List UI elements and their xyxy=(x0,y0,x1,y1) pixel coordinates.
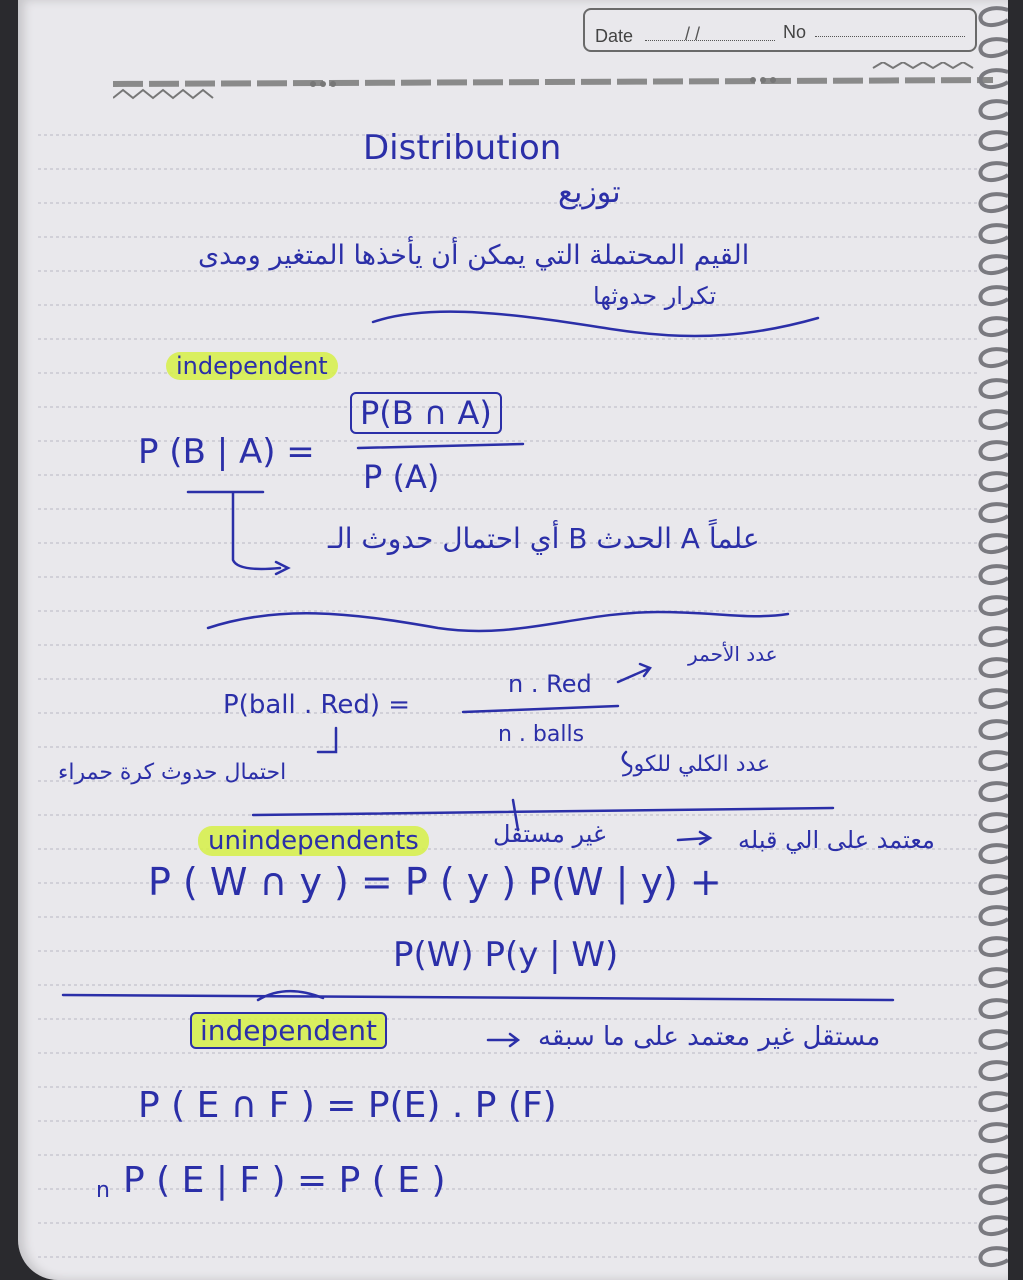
spiral-ring xyxy=(980,473,1008,490)
spiral-ring xyxy=(980,1124,1008,1141)
spiral-ring xyxy=(980,442,1008,459)
heading-independent-1: independent xyxy=(166,352,338,380)
date-label: Date xyxy=(595,26,634,46)
arrow-independent xyxy=(488,1034,518,1046)
spiral-ring xyxy=(980,39,1008,56)
spiral-ring xyxy=(980,225,1008,242)
heading-independent-2: independent xyxy=(190,1012,387,1049)
spiral-ring xyxy=(980,628,1008,645)
spiral-ring xyxy=(980,1062,1008,1079)
conditional-numerator: P(B ∩ A) xyxy=(350,392,502,434)
spiral-ring xyxy=(980,411,1008,428)
independent-note-arabic: مستقل غير معتمد على ما سبقه xyxy=(538,1022,881,1052)
spiral-ring xyxy=(980,814,1008,831)
ball-probability-lhs: P(ball . Red) = xyxy=(223,690,411,720)
title-distribution: Distribution xyxy=(363,128,562,168)
spiral-ring xyxy=(980,752,1008,769)
spiral-ring xyxy=(980,163,1008,180)
heading-unindependent: unindependents xyxy=(198,826,429,856)
definition-arabic-line1: القيم المحتملة التي يمكن أن يأخذها المتغير ومدى xyxy=(198,240,750,271)
bracket-arrow-conditional xyxy=(188,492,280,569)
spiral-ring xyxy=(980,566,1008,583)
spiral-ring xyxy=(980,101,1008,118)
spiral-ring xyxy=(980,721,1008,738)
spiral-ring xyxy=(980,597,1008,614)
conditional-note-arabic: أي احتمال حدوث الـ B الحدث A علماً xyxy=(328,522,760,555)
notebook-page xyxy=(18,0,1008,1280)
definition-arabic-line2: تكرار حدوثها xyxy=(593,282,717,310)
ball-denominator: n . balls xyxy=(498,722,585,747)
total-balls-note: عدد الكلي للكور xyxy=(623,752,771,777)
spiral-ring xyxy=(980,349,1008,366)
arrow-red-note xyxy=(618,664,650,682)
spiral-ring xyxy=(980,504,1008,521)
spiral-ring xyxy=(980,1217,1008,1234)
spiral-ring xyxy=(980,1000,1008,1017)
wavy-divider-1 xyxy=(208,612,788,631)
spiral-ring xyxy=(980,318,1008,335)
spiral-ring xyxy=(980,1093,1008,1110)
arrow-depends xyxy=(678,832,710,844)
depends-arabic: معتمد على الي قبله xyxy=(738,826,935,854)
spiral-ring xyxy=(980,938,1008,955)
spiral-ring xyxy=(980,907,1008,924)
spiral-ring xyxy=(980,969,1008,986)
not-independent-arabic: غير مستقل xyxy=(493,820,606,848)
spiral-ring xyxy=(980,1155,1008,1172)
conditional-denominator: P (A) xyxy=(363,458,440,496)
spiral-ring xyxy=(980,256,1008,273)
fraction-bar-balls xyxy=(463,706,618,712)
spiral-ring xyxy=(980,1031,1008,1048)
spiral-ring xyxy=(980,783,1008,800)
multiplication-rule-line2: P(W) P(y | W) xyxy=(393,935,619,975)
independence-equation-2: P ( E | F ) = P ( E ) xyxy=(123,1160,446,1201)
spiral-binding xyxy=(968,0,1008,1280)
spiral-ring xyxy=(980,132,1008,149)
independence-equation-1: P ( E ∩ F ) = P(E) . P (F) xyxy=(138,1085,557,1126)
fraction-bar-conditional xyxy=(358,444,523,448)
spiral-ring xyxy=(980,535,1008,552)
spiral-ring xyxy=(980,1186,1008,1203)
spiral-ring xyxy=(980,70,1008,87)
title-arabic: توزيع xyxy=(558,175,621,210)
spiral-ring xyxy=(980,8,1008,25)
spiral-ring xyxy=(980,380,1008,397)
ball-numerator: n . Red xyxy=(508,670,592,698)
equation-2-prefix: n xyxy=(96,1178,110,1203)
wavy-underline-1 xyxy=(373,312,818,336)
spiral-ring xyxy=(980,690,1008,707)
bracket-ball-note xyxy=(318,728,336,752)
spiral-ring xyxy=(980,287,1008,304)
spiral-ring xyxy=(980,1248,1008,1265)
spiral-ring xyxy=(980,194,1008,211)
spiral-ring xyxy=(980,659,1008,676)
spiral-ring xyxy=(980,845,1008,862)
divider-line-3 xyxy=(63,995,893,1000)
divider-line-2 xyxy=(253,800,833,830)
date-slashes: / / xyxy=(685,24,701,44)
count-red-note: عدد الأحمر xyxy=(688,642,778,666)
ink-strokes xyxy=(18,0,1008,1280)
arrow-total-note xyxy=(623,752,630,766)
spiral-ring xyxy=(980,876,1008,893)
ball-note-arabic: احتمال حدوث كرة حمراء xyxy=(58,760,287,785)
conditional-lhs: P (B | A) = xyxy=(138,432,315,472)
number-label: No xyxy=(783,22,807,42)
multiplication-rule-line1: P ( W ∩ y ) = P ( y ) P(W | y) + xyxy=(148,860,722,904)
